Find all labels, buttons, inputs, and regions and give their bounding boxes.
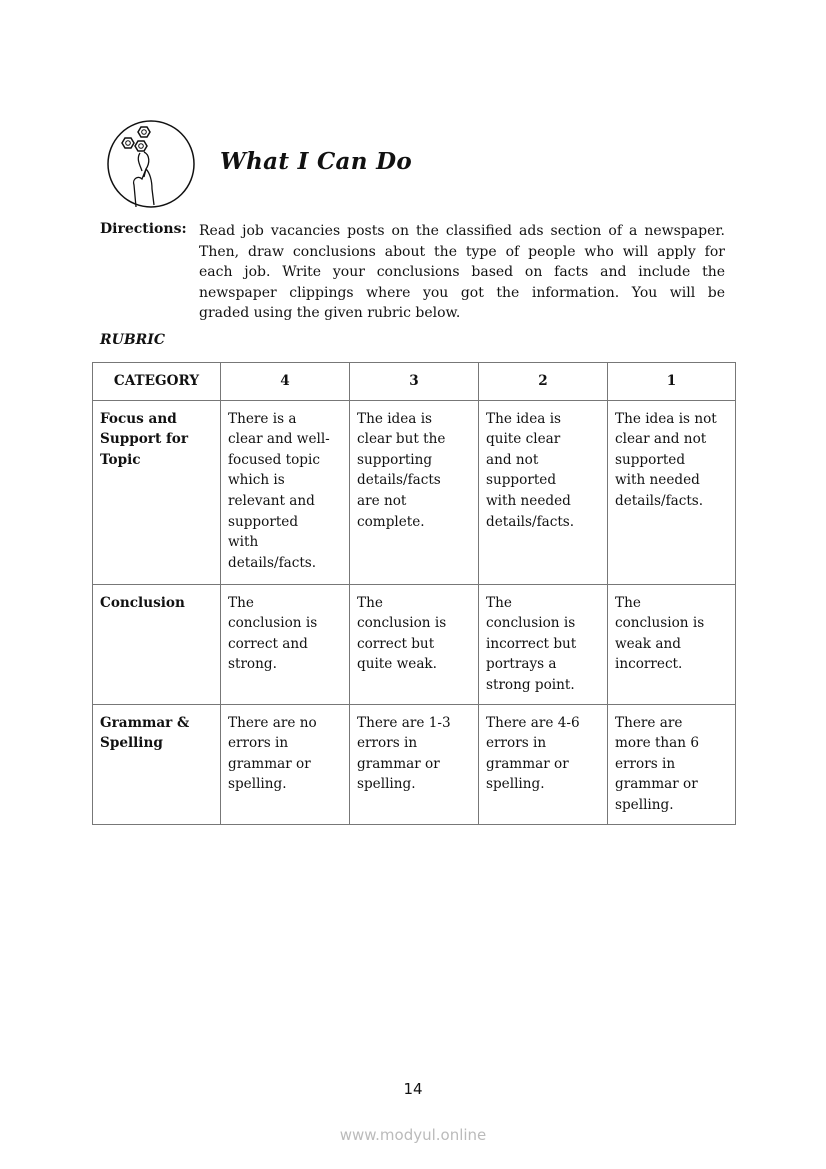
cell-line: clear and well- xyxy=(228,431,330,448)
page-title: What I Can Do xyxy=(220,148,412,175)
cell-line: incorrect but xyxy=(486,635,577,652)
cell-line: with needed xyxy=(615,472,700,489)
cell-line: clear and not xyxy=(615,431,707,448)
rubric-heading: RUBRIC xyxy=(100,332,166,348)
cell-line: supported xyxy=(486,472,557,489)
cell-line: There are xyxy=(615,714,683,731)
column-header: 4 xyxy=(221,363,350,401)
directions-line: graded using the given rubric below. xyxy=(199,305,461,322)
cell-line: The xyxy=(486,594,512,611)
cell-line: and not xyxy=(486,451,539,468)
cell-line: Support for xyxy=(100,431,189,448)
cell-line: with xyxy=(228,534,259,551)
rubric-cell xyxy=(479,584,608,704)
directions-text xyxy=(199,221,725,324)
rubric-cell xyxy=(221,704,350,824)
cell-line: The idea is xyxy=(486,410,562,427)
cell-line: conclusion is xyxy=(615,615,705,632)
cell-line: strong point. xyxy=(486,676,575,693)
rubric-cell xyxy=(350,584,479,704)
directions-line: Then, draw conclusions about the type of people who will apply for xyxy=(199,243,725,260)
directions-label: Directions: xyxy=(100,221,187,237)
cell-line: weak and xyxy=(615,635,681,652)
directions-line: Read job vacancies posts on the classified ads section of a newspaper. xyxy=(199,223,725,239)
column-header: CATEGORY xyxy=(93,363,221,401)
cell-line: supported xyxy=(615,451,686,468)
cell-line: details/facts. xyxy=(486,513,575,530)
cell-line: focused topic xyxy=(228,451,320,468)
cell-line: The xyxy=(357,594,383,611)
page-number: 14 xyxy=(403,1080,423,1098)
table-row xyxy=(93,584,736,704)
cell-line: spelling. xyxy=(486,776,545,793)
rubric-cell xyxy=(608,704,736,824)
cell-line: quite weak. xyxy=(357,656,437,673)
rubric-table xyxy=(92,362,736,825)
cell-line: There are 4-6 xyxy=(486,714,580,731)
cell-line: The idea is xyxy=(357,410,433,427)
cell-line: Conclusion xyxy=(100,594,185,611)
column-header: 1 xyxy=(608,363,736,401)
rubric-cell xyxy=(608,400,736,584)
cell-line: There are 1-3 xyxy=(357,714,451,731)
cell-line: more than 6 xyxy=(615,735,699,752)
cell-line: grammar or xyxy=(228,755,311,772)
table-row xyxy=(93,704,736,824)
rubric-cell xyxy=(479,400,608,584)
cell-line: with needed xyxy=(486,492,571,509)
cell-line: Grammar & xyxy=(100,714,190,731)
cell-line: supported xyxy=(228,513,299,530)
directions-line: newspaper clippings where you got the information. You will be xyxy=(199,284,725,301)
cell-line: The idea is not xyxy=(615,410,717,427)
cell-line: portrays a xyxy=(486,656,557,673)
column-header: 2 xyxy=(479,363,608,401)
cell-line: grammar or xyxy=(615,776,698,793)
cell-line: spelling. xyxy=(615,796,674,813)
cell-line: errors in xyxy=(486,735,547,752)
column-header: 3 xyxy=(350,363,479,401)
table-header-row xyxy=(93,363,736,401)
cell-line: The xyxy=(228,594,254,611)
category-cell xyxy=(93,400,221,584)
cell-line: are not xyxy=(357,492,407,509)
rubric-cell xyxy=(221,584,350,704)
cell-line: Focus and xyxy=(100,410,177,427)
cell-line: The xyxy=(615,594,641,611)
cell-line: supporting xyxy=(357,451,433,468)
rubric-cell xyxy=(608,584,736,704)
cell-line: There are no xyxy=(228,714,317,731)
cell-line: strong. xyxy=(228,656,277,673)
directions-line: each job. Write your conclusions based on facts and include the xyxy=(199,264,725,281)
cell-line: correct but xyxy=(357,635,435,652)
cell-line: spelling. xyxy=(357,776,416,793)
cell-line: relevant and xyxy=(228,492,315,509)
rubric-cell xyxy=(350,704,479,824)
cell-line: complete. xyxy=(357,513,425,530)
cell-line: spelling. xyxy=(228,776,287,793)
cell-line: clear but the xyxy=(357,431,446,448)
cell-line: incorrect. xyxy=(615,656,683,673)
cell-line: correct and xyxy=(228,635,308,652)
cell-line: errors in xyxy=(228,735,289,752)
cell-line: details/facts xyxy=(357,472,441,489)
cell-line: Topic xyxy=(100,451,141,468)
cell-line: errors in xyxy=(357,735,418,752)
table-row xyxy=(93,400,736,584)
cell-line: grammar or xyxy=(486,755,569,772)
hand-with-nuts-icon xyxy=(106,119,196,209)
cell-line: conclusion is xyxy=(486,615,576,632)
cell-line: quite clear xyxy=(486,431,561,448)
rubric-cell xyxy=(350,400,479,584)
cell-line: grammar or xyxy=(357,755,440,772)
cell-line: There is a xyxy=(228,410,297,427)
rubric-cell xyxy=(221,400,350,584)
rubric-cell xyxy=(479,704,608,824)
cell-line: details/facts. xyxy=(228,554,317,571)
cell-line: errors in xyxy=(615,755,676,772)
cell-line: Spelling xyxy=(100,735,163,752)
category-cell xyxy=(93,704,221,824)
cell-line: details/facts. xyxy=(615,492,704,509)
cell-line: which is xyxy=(228,472,285,489)
watermark: www.modyul.online xyxy=(339,1126,487,1144)
category-cell xyxy=(93,584,221,704)
cell-line: conclusion is xyxy=(357,615,447,632)
cell-line: conclusion is xyxy=(228,615,318,632)
